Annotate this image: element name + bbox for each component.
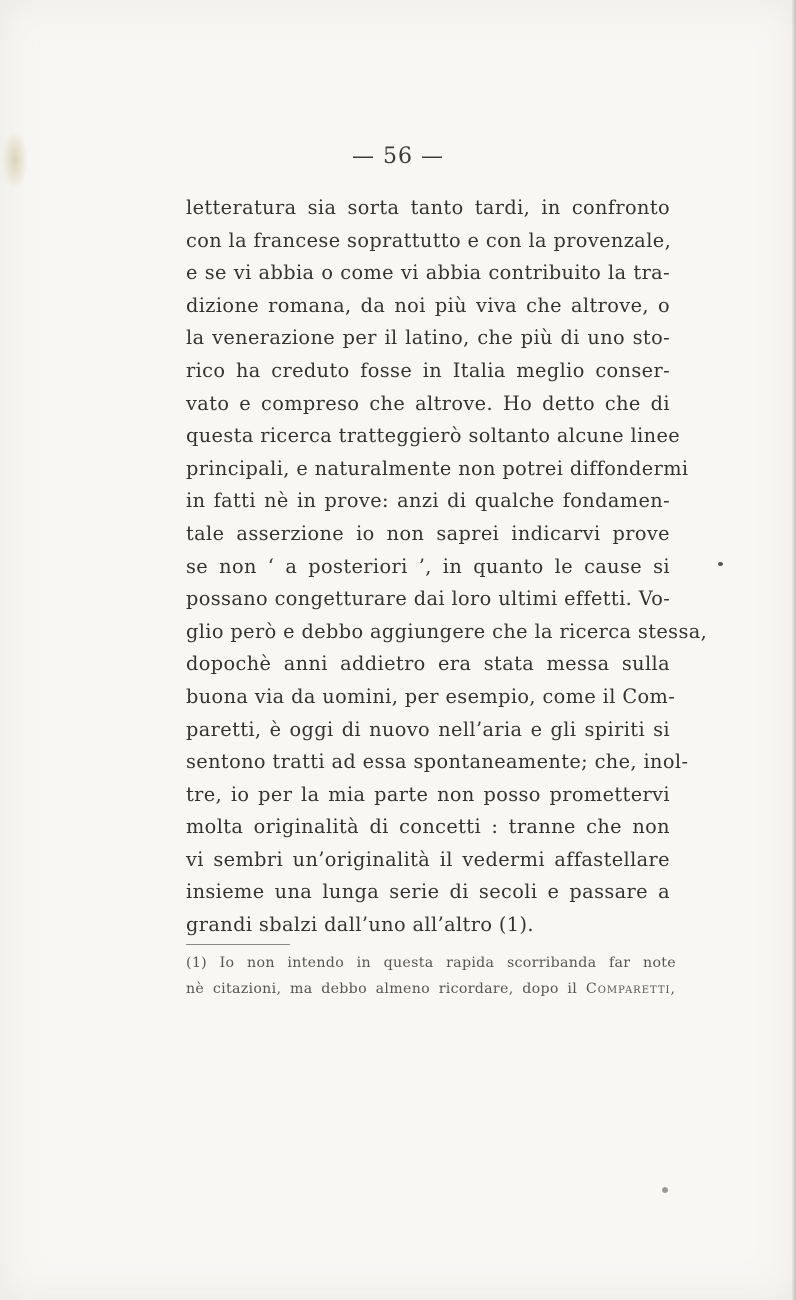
text-line: dopochè anni addietro era stata messa sulla — [186, 652, 670, 676]
text-line: glio però e debbo aggiungere che la ricerca stessa, — [186, 619, 708, 643]
text-line: rico ha creduto fosse in Italia meglio conser- — [186, 358, 670, 382]
text-line: principali, e naturalmente non potrei diffondermi — [186, 456, 689, 480]
footnote-line — [186, 976, 676, 1002]
text-line: questa ricerca tratteggierò soltanto alcune linee — [186, 424, 681, 448]
text-line: insieme una lunga serie di secoli e passare a — [186, 880, 670, 904]
ink-speck — [718, 562, 723, 566]
text-line: possano congetturare dai loro ultimi effetti. Vo- — [186, 587, 671, 611]
ink-speck — [662, 1187, 668, 1193]
text-line: dizione romana, da noi più viva che altrove, o — [186, 293, 670, 317]
text-line: e se vi abbia o come vi abbia contribuito la tra- — [186, 261, 670, 285]
main-text — [186, 192, 708, 942]
text-line: grandi sbalzi dall’uno all’altro (1). — [186, 913, 534, 937]
footnote-text: nè citazioni, ma debbo almeno ricordare, dopo il — [186, 981, 578, 997]
text-line: buona via da uomini, per esempio, come il Com- — [186, 684, 676, 708]
text-line: letteratura sia sorta tanto tardi, in confronto — [186, 196, 670, 219]
footnote-divider — [186, 944, 290, 945]
text-line: con la francese soprattutto e con la provenzale, — [186, 228, 672, 252]
text-line: molta originalità di concetti : tranne che non — [186, 815, 670, 839]
text-line: paretti, è oggi di nuovo nell’aria e gli spiriti si — [186, 717, 670, 741]
text-line: vato e compreso che altrove. Ho detto che di — [186, 391, 670, 415]
text-line: sentono tratti ad essa spontaneamente; che, inol- — [186, 750, 689, 774]
footnote-line: (1) Io non intendo in questa rapida scorribanda far note — [186, 955, 676, 971]
text-line: tale asserzione io non saprei indicarvi prove — [186, 521, 670, 545]
author-name: Comparetti, — [585, 981, 676, 997]
text-line: tre, io per la mia parte non posso promettervi — [186, 782, 670, 806]
text-line: se non ‘ a posteriori ’, in quanto le cause si — [186, 554, 670, 578]
footnote — [186, 950, 676, 1002]
text-line: in fatti nè in prove: anzi di qualche fondamen- — [186, 489, 670, 513]
page-edge-shadow — [792, 0, 796, 1300]
page-number: — 56 — — [352, 144, 444, 169]
text-line: la venerazione per il latino, che più di uno sto- — [186, 326, 670, 350]
text-line: vi sembri un’originalità il vedermi affastellare — [186, 847, 670, 871]
